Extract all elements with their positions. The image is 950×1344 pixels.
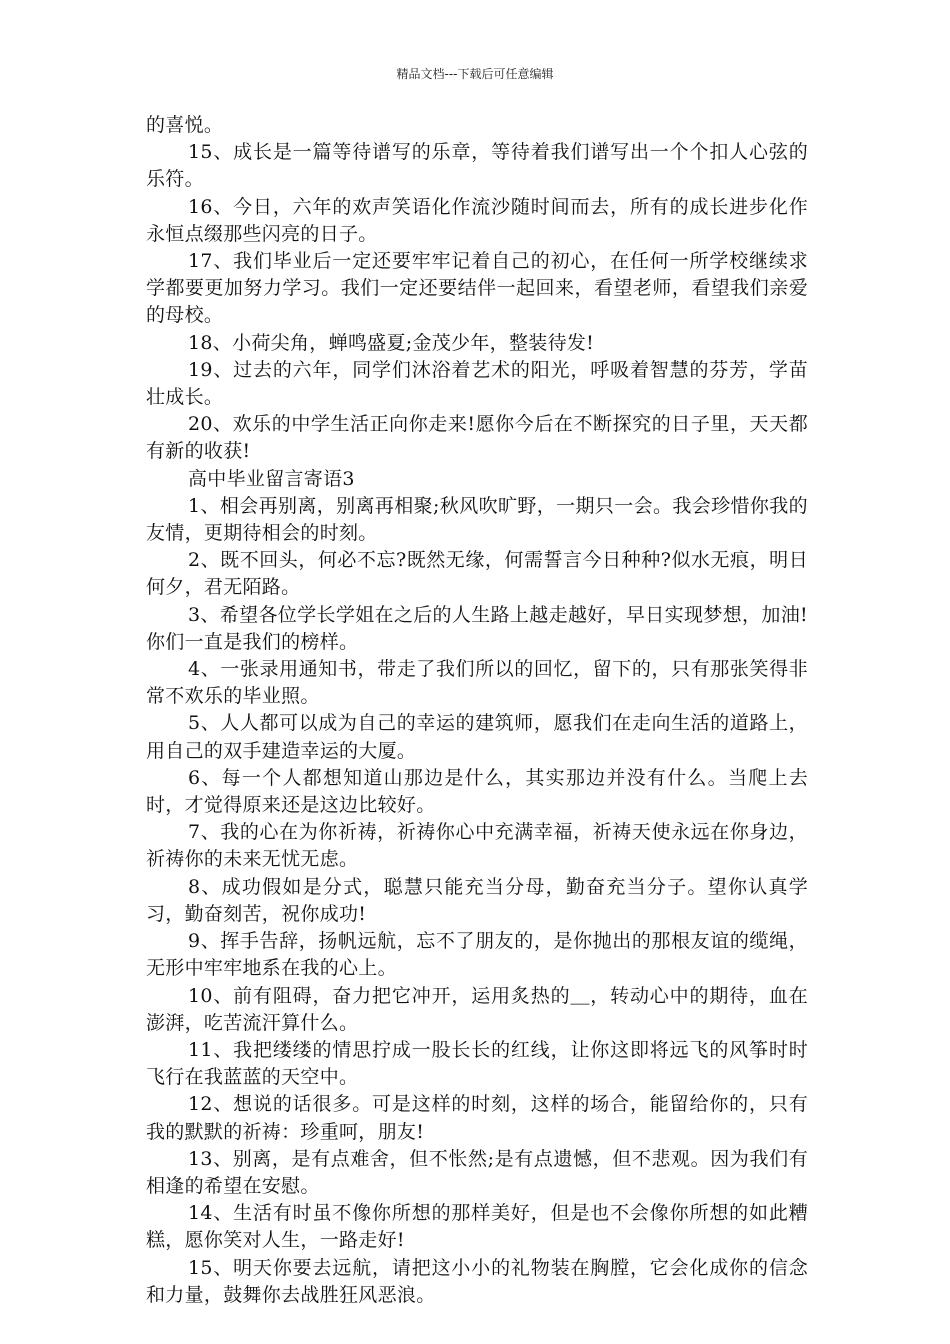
- paragraph: 3、希望各位学长学姐在之后的人生路上越走越好，早日实现梦想，加油!你们一直是我们的榜样。: [146, 603, 808, 653]
- paragraph: 5、人人都可以成为自己的幸运的建筑师，愿我们在走向生活的道路上，用自己的双手建造幸运的大厦。: [146, 712, 808, 762]
- paragraph: 15、明天你要去远航，请把这小小的礼物装在胸膛，它会化成你的信念和力量，鼓舞你去战胜狂风恶浪。: [146, 1256, 808, 1306]
- paragraph: 6、每一个人都想知道山那边是什么，其实那边并没有什么。当爬上去时，才觉得原来还是这边比较好。: [146, 766, 808, 817]
- paragraph: 13、别离，是有点难舍，但不怅然;是有点遗憾，但不悲观。因为我们有相逢的希望在安慰。: [146, 1147, 808, 1197]
- section-heading: 高中毕业留言寄语3: [188, 467, 355, 490]
- paragraph: 11、我把缕缕的情思拧成一股长长的红线，让你这即将远飞的风筝时时飞行在我蓝蓝的天空中。: [146, 1038, 808, 1089]
- paragraph: 16、今日，六年的欢声笑语化作流沙随时间而去，所有的成长进步化作永恒点缀那些闪亮的日子。: [146, 195, 808, 245]
- paragraph: 10、前有阻碍，奋力把它冲开，运用炙热的＿，转动心中的期待，血在澎湃，吃苦流汗算什么。: [146, 984, 808, 1034]
- paragraph: 15、成长是一篇等待谱写的乐章，等待着我们谱写出一个个扣人心弦的乐符。: [146, 141, 808, 191]
- paragraph-continuation: 的喜悦。: [146, 114, 224, 136]
- paragraph: 7、我的心在为你祈祷，祈祷你心中充满幸福，祈祷天使永远在你身边，祈祷你的未来无忧无虑。: [146, 821, 808, 871]
- paragraph: 18、小荷尖角，蝉鸣盛夏;金茂少年，整装待发!: [188, 331, 595, 354]
- paragraph: 20、欢乐的中学生活正向你走来!愿你今后在不断探究的日子里，天天都有新的收获!: [146, 413, 808, 463]
- paragraph: 4、一张录用通知书，带走了我们所以的回忆，留下的，只有那张笑得非常不欢乐的毕业照。: [146, 658, 808, 708]
- paragraph: 19、过去的六年，同学们沐浴着艺术的阳光，呼吸着智慧的芬芳，学苗壮成长。: [146, 358, 808, 409]
- document-body: [146, 112, 808, 1309]
- paragraph: 9、挥手告辞，扬帆远航，忘不了朋友的，是你抛出的那根友谊的缆绳，无形中牢牢地系在我的心上。: [146, 930, 808, 980]
- paragraph: 2、既不回头，何必不忘?既然无缘，何需誓言今日种种?似水无痕，明日何夕，君无陌路。: [146, 549, 808, 599]
- paragraph: 1、相会再别离，别离再相聚;秋风吹旷野，一期只一会。我会珍惜你我的友情，更期待相会的时刻。: [146, 494, 808, 545]
- paragraph: 8、成功假如是分式，聪慧只能充当分母，勤奋充当分子。望你认真学习，勤奋刻苦，祝你成功!: [146, 875, 808, 925]
- paragraph: 12、想说的话很多。可是这样的时刻，这样的场合，能留给你的，只有我的默默的祈祷：珍重呵，朋友!: [146, 1093, 808, 1143]
- paragraph: 14、生活有时虽不像你所想的那样美好，但是也不会像你所想的如此糟糕，愿你笑对人生，一路走好!: [146, 1202, 808, 1252]
- paragraph: 17、我们毕业后一定还要牢牢记着自己的初心，在任何一所学校继续求学都要更加努力学习。我们一定还要结伴一起回来，看望老师，看望我们亲爱的母校。: [146, 250, 808, 327]
- page-header: 精品文档---下载后可任意编辑: [396, 67, 554, 81]
